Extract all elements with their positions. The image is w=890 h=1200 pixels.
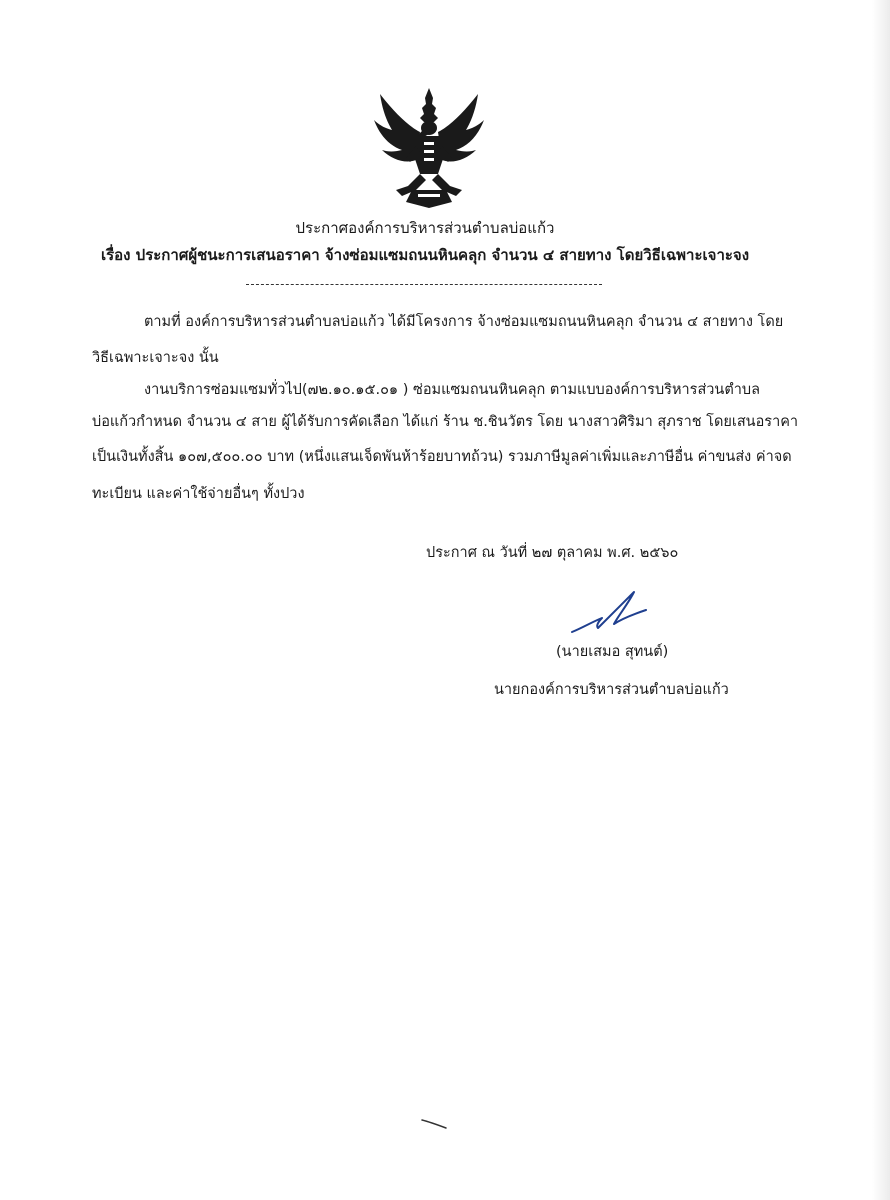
signatory-position: นายกองค์การบริหารส่วนตำบลบ่อแก้ว	[494, 682, 729, 698]
document-subject: เรื่อง ประกาศผู้ชนะการเสนอราคา จ้างซ่อมแซมถนนหินคลุก จำนวน ๔ สายทาง โดยวิธีเฉพาะเจาะจง	[100, 246, 750, 264]
body-line: บ่อแก้วกำหนด จำนวน ๔ สาย ผู้ได้รับการคัดเลือก ได้แก่ ร้าน ช.ชินวัตร โดย นางสาวศิริมา สุภราช โดยเสนอราคา	[92, 414, 799, 430]
body-line: ทะเบียน และค่าใช้จ่ายอื่นๆ ทั้งปวง	[92, 486, 305, 502]
handwritten-signature	[568, 588, 652, 638]
page-edge-shadow	[872, 0, 890, 1200]
body-line: งานบริการซ่อมแซมทั่วไป(๗๒.๑๐.๑๕.๐๑ ) ซ่อมแซมถนนหินคลุก ตามแบบองค์การบริหารส่วนตำบล	[144, 382, 760, 398]
title-divider	[246, 284, 602, 285]
signatory-name: (นายเสมอ สุทนต์)	[556, 644, 669, 660]
announcement-date: ประกาศ ณ วันที่ ๒๗ ตุลาคม พ.ศ. ๒๕๖๐	[426, 545, 679, 561]
garuda-emblem-icon	[372, 86, 486, 210]
body-line: เป็นเงินทั้งสิ้น ๑๐๗,๕๐๐.๐๐ บาท (หนึ่งแสนเจ็ดพันห้าร้อยบาทถ้วน) รวมภาษีมูลค่าเพิ่มและภาษีอื่น ค่าขนส่ง ค่าจด	[92, 449, 792, 465]
body-line: ตามที่ องค์การบริหารส่วนตำบลบ่อแก้ว ได้มีโครงการ จ้างซ่อมแซมถนนหินคลุก จำนวน ๔ สายทาง โดย	[144, 314, 784, 330]
stray-ink-mark	[420, 1116, 448, 1130]
document-title: ประกาศองค์การบริหารส่วนตำบลบ่อแก้ว	[295, 219, 555, 237]
body-line: วิธีเฉพาะเจาะจง นั้น	[92, 350, 219, 366]
